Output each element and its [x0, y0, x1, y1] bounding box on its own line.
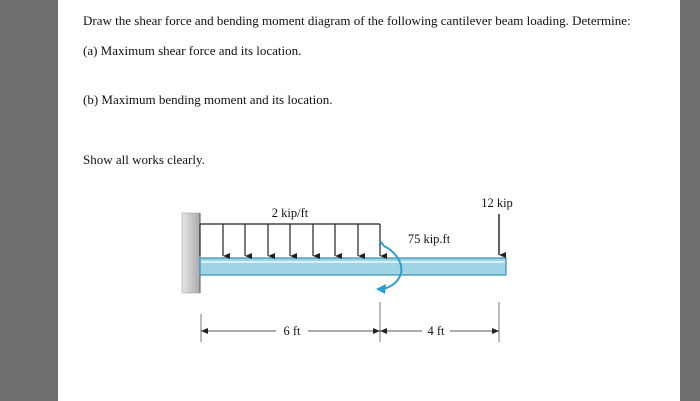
fixed-wall-support	[182, 213, 200, 293]
question-part-a: (a) Maximum shear force and its location.	[83, 43, 302, 58]
span-2-label: 4 ft	[427, 324, 445, 338]
point-load-label: 12 kip	[481, 196, 513, 210]
span-1-label: 6 ft	[283, 324, 301, 338]
distributed-load	[200, 224, 380, 256]
distributed-load-label: 2 kip/ft	[271, 206, 309, 220]
question-part-b: (b) Maximum bending moment and its location.	[83, 92, 333, 107]
instruction-text: Show all works clearly.	[83, 152, 205, 167]
beam	[200, 258, 506, 275]
moment-label: 75 kip.ft	[407, 232, 451, 246]
problem-page	[58, 0, 680, 401]
cantilever-beam-figure	[58, 0, 680, 401]
dimension-lines	[201, 302, 499, 342]
problem-intro: Draw the shear force and bending moment diagram of the following cantilever beam loading. Determine:	[83, 13, 631, 28]
